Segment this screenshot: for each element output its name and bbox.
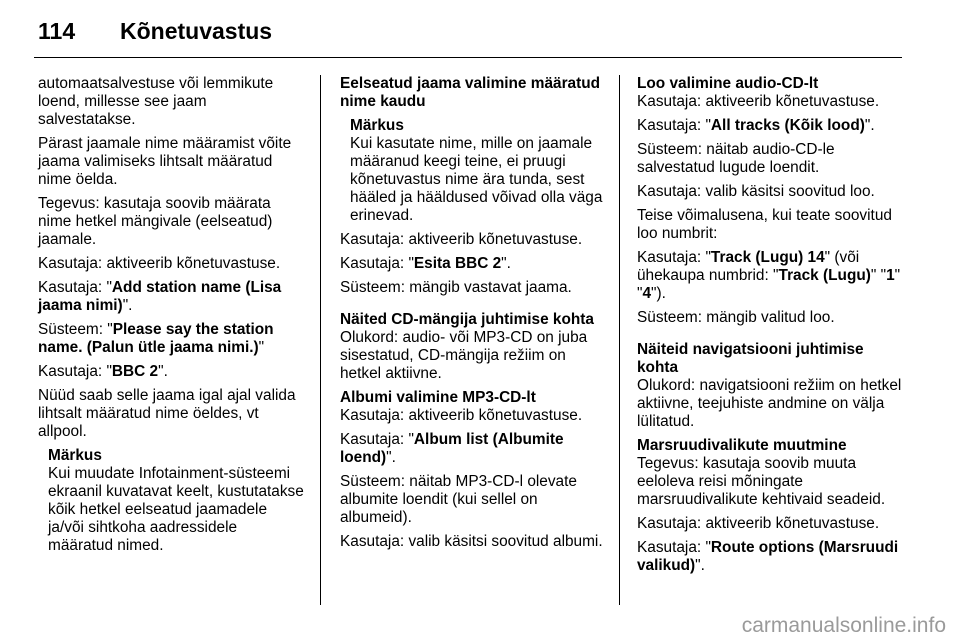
- paragraph: Kasutaja: valib käsitsi soovitud albumi.: [340, 533, 603, 550]
- paragraph: Kasutaja: aktiveerib kõnetuvastuse.: [637, 515, 880, 532]
- voice-command: Track (Lugu): [778, 267, 871, 284]
- page-number: 114: [38, 18, 76, 44]
- voice-command: Route options (Marsruudi valikud): [637, 539, 899, 574]
- paragraph: Süsteem: näitab audio-CD-le salvestatud lugude loendit.: [637, 141, 835, 176]
- paragraph: Nüüd saab selle jaama igal ajal valida lihtsalt määratud nime öeldes, vt allpool.: [38, 387, 296, 440]
- watermark: carmanualsonline.info: [741, 614, 946, 637]
- note-box: [350, 117, 608, 225]
- voice-command: Track (Lugu) 14: [710, 249, 825, 266]
- voice-command: Esita BBC 2: [413, 255, 502, 272]
- paragraph: Olukord: audio- või MP3-CD on juba sisestatud, CD-mängija režiim on hetkel aktiivne.: [340, 329, 588, 382]
- section-heading: Näiteid navigatsiooni juhtimise kohta: [637, 341, 864, 376]
- paragraph: Tegevus: kasutaja soovib muuta eeloleva reisi mõningate marsruudivalikute kehtivaid seadeid.: [637, 455, 886, 508]
- paragraph: Kasutaja: "Add station name (Lisa jaama nimi)".: [38, 279, 282, 314]
- paragraph: Kasutaja: aktiveerib kõnetuvastuse.: [637, 93, 880, 110]
- paragraph: Kasutaja: "Album list (Albumite loend)".: [340, 431, 564, 466]
- voice-command: All tracks (Kõik lood): [710, 117, 865, 134]
- column-divider-2: [619, 75, 620, 605]
- paragraph: Süsteem: näitab MP3-CD-l olevate albumite loendit (kui sellel on albumeid).: [340, 473, 577, 526]
- subsection-heading: Albumi valimine MP3-CD-lt: [340, 389, 536, 406]
- column-divider-1: [320, 75, 321, 605]
- voice-command: BBC 2: [111, 363, 159, 380]
- paragraph: Kasutaja: valib käsitsi soovitud loo.: [637, 183, 875, 200]
- paragraph: Süsteem: "Please say the station name. (Palun ütle jaama nimi.)": [38, 321, 274, 356]
- header-rule: [34, 57, 902, 58]
- paragraph: Kasutaja: "All tracks (Kõik lood)".: [637, 117, 875, 134]
- voice-command: Please say the station name. (Palun ütle jaama nimi.): [38, 321, 274, 356]
- paragraph: Kasutaja: "Track (Lugu) 14" (või ühekaupa numbrid: "Track (Lugu)" "1" "4").: [637, 249, 901, 302]
- column-3: [637, 75, 905, 581]
- subsection-heading: Marsruudivalikute muutmine: [637, 437, 847, 454]
- page-title: Kõnetuvastus: [120, 18, 273, 44]
- column-1: [38, 75, 304, 561]
- paragraph: automaatsalvestuse või lemmikute loend, millesse see jaam salvestatakse.: [38, 75, 274, 128]
- paragraph: Kasutaja: aktiveerib kõnetuvastuse.: [340, 407, 583, 424]
- subsection-heading: Loo valimine audio-CD-lt: [637, 75, 819, 92]
- paragraph: Kasutaja: "Esita BBC 2".: [340, 255, 511, 272]
- paragraph: Kasutaja: aktiveerib kõnetuvastuse.: [340, 231, 583, 248]
- paragraph: Kasutaja: aktiveerib kõnetuvastuse.: [38, 255, 281, 272]
- paragraph: Tegevus: kasutaja soovib määrata nime hetkel mängivale (eelseatud) jaamale.: [38, 195, 273, 248]
- paragraph: Kasutaja: "BBC 2".: [38, 363, 168, 380]
- voice-command: 1: [886, 267, 895, 284]
- note-label: Märkus: [48, 447, 102, 464]
- note-text: Kui kasutate nime, mille on jaamale määranud keegi teine, ei pruugi kõnetuvastus nime ära tunda, sest hääled ja hääldused võivad olla väga erinevad.: [350, 135, 603, 224]
- note-box: [48, 447, 304, 555]
- paragraph: Kasutaja: "Route options (Marsruudi valikud)".: [637, 539, 899, 574]
- paragraph: Olukord: navigatsiooni režiim on hetkel aktiivne, teejuhiste andmine on välja lülitatud.: [637, 377, 902, 430]
- voice-command: Add station name (Lisa jaama nimi): [38, 279, 282, 314]
- section-heading: Eelseatud jaama valimine määratud nime kaudu: [340, 75, 601, 110]
- voice-command: Album list (Albumite loend): [340, 431, 564, 466]
- paragraph: Süsteem: mängib vastavat jaama.: [340, 279, 572, 296]
- note-label: Märkus: [350, 117, 404, 134]
- section-heading: Näited CD-mängija juhtimise kohta: [340, 311, 594, 328]
- paragraph: Pärast jaamale nime määramist võite jaama valimiseks lihtsalt määratud nime öelda.: [38, 135, 292, 188]
- paragraph: Teise võimalusena, kui teate soovitud loo numbrit:: [637, 207, 892, 242]
- paragraph: Süsteem: mängib valitud loo.: [637, 309, 835, 326]
- column-2: [340, 75, 608, 557]
- note-text: Kui muudate Infotainment-süsteemi ekraanil kuvatavat keelt, kustutatakse kõik hetkel eelseatud jaamadele ja/või sihtkoha aadressidele määratud nimed.: [48, 465, 304, 554]
- voice-command: 4: [642, 285, 652, 302]
